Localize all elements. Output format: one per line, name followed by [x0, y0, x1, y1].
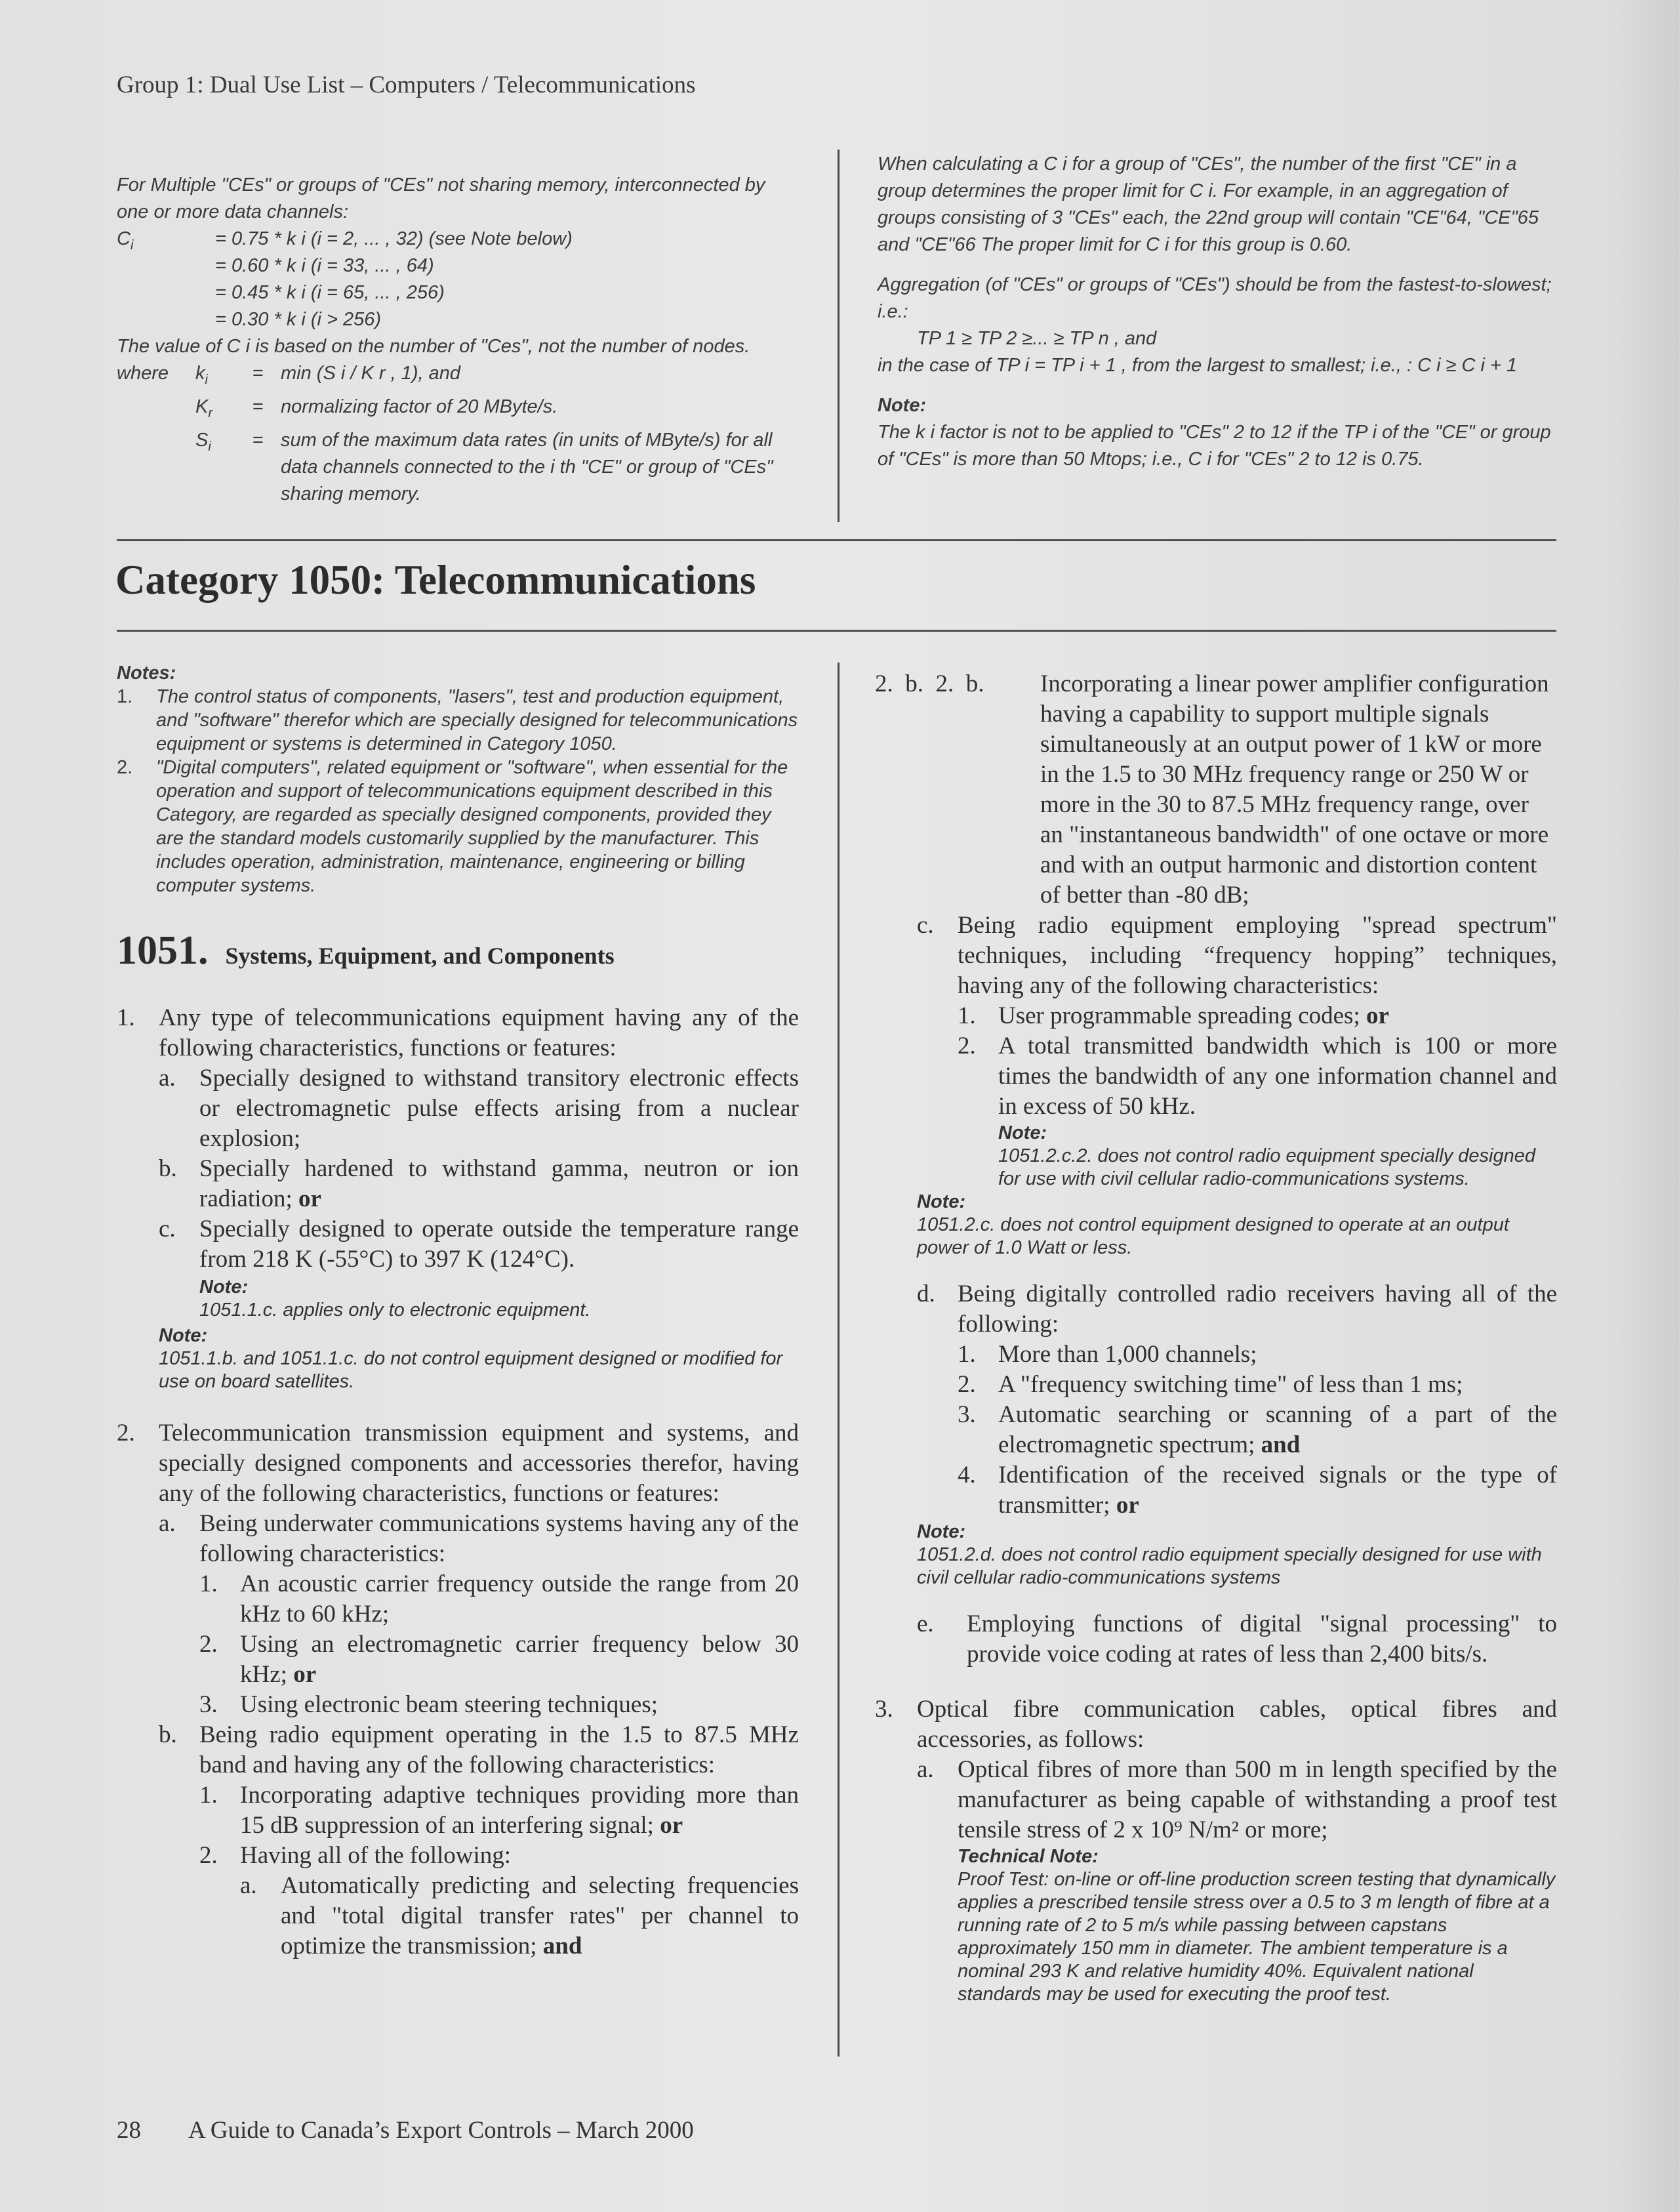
list-item: 3. Automatic searching or scanning of a part of the electromagnetic spectrum; and — [958, 1401, 1557, 1458]
list-item: 2. Telecommunication transmission equipment and systems, and specially designed components and accessories therefor, having any of the following characteristics, functions or features: — [117, 1420, 799, 1507]
column-divider — [838, 150, 840, 522]
formula-line: = 0.30 * k i (i > 256) — [215, 309, 382, 330]
note: Note: 1051.2.c.2. does not control radio equipment specially designed for use with civil cellular radio-communications systems. — [998, 1122, 1535, 1189]
list-item: b. Specially hardened to withstand gamma, neutron or ion radiation; or — [159, 1155, 799, 1212]
note: Note: 1051.2.d. does not control radio equipment specially designed for use with civil cellular radio-communications systems — [917, 1521, 1542, 1588]
where-equals: = — [252, 363, 264, 384]
where-equals: = — [252, 396, 264, 417]
formula-line: = 0.45 * k i (i = 65, ... , 256) — [215, 282, 445, 303]
list-item: 2. Using an electromagnetic carrier frequency below 30 kHz; or — [199, 1631, 799, 1688]
section-body — [117, 1003, 799, 1961]
aggregation-formula: TP 1 ≥ TP 2 ≥... ≥ TP n , and — [917, 328, 1157, 349]
note-item: 2. "Digital computers", related equipment or "software", when essential for the operation and support of telecommunications equipment described in this Category, are regarded as specially designed components, provided they are the standard models customarily supplied by the manufacturer. This includes operation, administration, maintenance, engineering or billing computer systems. — [117, 757, 788, 896]
list-item: a. Being underwater communications systems having any of the following characteristics: — [159, 1510, 799, 1567]
aggregation-paragraph: Aggregation (of "CEs" or groups of "CEs") should be from the fastest-to-slowest; i.e.: — [878, 274, 1552, 322]
note-text: The k i factor is not to be applied to "CEs" 2 to 12 if the TP i of the "CE" or group of "CEs" is more than 50 Mtops; i.e., C i for "CEs" 2 to 12 is 0.75. — [878, 422, 1551, 470]
list-item: a. Automatically predicting and selecting frequencies and "total digital transfer rates" per channel to optimize the transmission; and — [240, 1872, 799, 1959]
list-item: 4. Identification of the received signals or the type of transmitter; or — [958, 1462, 1557, 1519]
where-symbol: $K_r$ — [195, 396, 213, 420]
list-item: d. Being digitally controlled radio receivers having all of the following: — [917, 1280, 1557, 1338]
list-item: 1. Incorporating adaptive techniques providing more than 15 dB suppression of an interfering signal; or — [199, 1782, 799, 1839]
list-item: 2. b. 2. b. Incorporating a linear power amplifier configuration having a capability to support multiple signals simultaneously at an output power of 1 kW or more in the 1.5 to 30 MHz frequency range or 250 W or more in the 30 to 87.5 MHz frequency range, over an "instantaneous bandwidth" of one octave or more and with an output harmonic and distortion content of better than -80 dB; — [875, 670, 1549, 909]
list-item: e. Employing functions of digital "signal processing" to provide voice coding at rates of less than 2,400 bits/s. — [917, 1610, 1557, 1668]
list-item: a. Specially designed to withstand transitory electronic effects or electromagnetic pulse effects arising from a nuclear explosion; — [159, 1065, 799, 1152]
formula-intro: For Multiple "CEs" or groups of "CEs" not sharing memory, interconnected by one or more data channels: — [117, 174, 765, 222]
list-item: 2. A "frequency switching time" of less than 1 ms; — [958, 1371, 1463, 1398]
list-item: 2. Having all of the following: — [199, 1842, 512, 1869]
left-column — [117, 661, 799, 1961]
category-notes — [117, 661, 799, 897]
list-item: 3. Using electronic beam steering techniques; — [199, 1691, 658, 1718]
section-title: Systems, Equipment, and Components — [225, 943, 615, 969]
note-item: 1. The control status of components, "lasers", test and production equipment, and "software" therefor which are specially designed for telecommunications equipment or systems is determined in Category 1050. — [117, 686, 798, 754]
aggregation-case: in the case of TP i = TP i + 1 , from the largest to smallest; i.e., : C i ≥ C i + 1 — [878, 355, 1518, 376]
list-item: 3. Optical fibre communication cables, optical fibres and accessories, as follows: — [875, 1696, 1557, 1753]
list-item: c. Being radio equipment employing "spread spectrum" techniques, including “frequency hopping” techniques, having any of the following characteristics: — [917, 912, 1557, 999]
formula-line: = 0.60 * k i (i = 33, ... , 64) — [215, 255, 434, 276]
where-label: where — [117, 363, 169, 384]
note: Note: 1051.1.c. applies only to electronic equipment. — [199, 1277, 591, 1321]
where-definition: normalizing factor of 20 MByte/s. — [281, 396, 558, 417]
formula-label: $C_i$ — [117, 228, 134, 253]
technical-note: Technical Note: Proof Test: on-line or off-line production screen testing that dynamically applies a prescribed tensile stress over a 0.5 to 3 m length of fibre at a running rate of 2 to 5 m/s while passing between capstans approximately 150 mm in diameter. The ambient temperature is a nominal 293 K and relative humidity 40%. Equivalent national standards may be used for executing the proof test. — [958, 1846, 1556, 2005]
category-title: Category 1050: Telecommunications — [115, 557, 756, 603]
footer-title: A Guide to Canada’s Export Controls – March 2000 — [188, 2117, 694, 2144]
column-divider — [838, 663, 840, 2057]
section-heading — [117, 928, 799, 974]
list-item: b. Being radio equipment operating in the 1.5 to 87.5 MHz band and having any of the following characteristics: — [159, 1721, 799, 1778]
right-column — [875, 669, 1557, 2006]
note: Note: 1051.2.c. does not control equipment designed to operate at an output power of 1.0 Watt or less. — [917, 1191, 1509, 1258]
where-equals: = — [252, 429, 264, 451]
list-item: 1. An acoustic carrier frequency outside the range from 20 kHz to 60 kHz; — [199, 1570, 799, 1628]
page-number: 28 — [117, 2117, 141, 2144]
list-item: 1. More than 1,000 channels; — [958, 1341, 1257, 1368]
page-footer — [117, 2116, 694, 2144]
running-head: Group 1: Dual Use List – Computers / Telecommunications — [117, 72, 696, 98]
section-number: 1051. — [117, 928, 209, 973]
list-item: a. Optical fibres of more than 500 m in length specified by the manufacturer as being capable of withstanding a proof test tensile stress of 2 x 10⁹ N/m² or more; — [917, 1756, 1557, 1843]
notes-heading: Notes: — [117, 663, 176, 684]
formula-line: = 0.75 * k i (i = 2, ... , 32) (see Note below) — [215, 228, 573, 249]
list-item: 2. A total transmitted bandwidth which is 100 or more times the bandwidth of any one information channel and in excess of 50 kHz. — [958, 1033, 1557, 1120]
formula-value-note: The value of C i is based on the number of "Ces", not the number of nodes. — [117, 336, 750, 357]
where-definition: sum of the maximum data rates (in units of MByte/s) for all data channels connected to the i th "CE" or group of "CEs" sharing memory. — [281, 429, 773, 504]
rule-top — [117, 539, 1556, 541]
note: Note: 1051.1.b. and 1051.1.c. do not control equipment designed or modified for use on board satellites. — [159, 1325, 783, 1392]
where-definition: min (S i / K r , 1), and — [281, 363, 460, 384]
where-symbol: $S_i$ — [195, 429, 211, 454]
grouping-paragraph: When calculating a C i for a group of "CEs", the number of the first "CE" in a group determines the proper limit for C i. For example, in an aggregation of groups consisting of 3 "CEs" each, the 22nd group will contain "CE"64, "CE"65 and "CE"66 The proper limit for C i for this group is 0.60. — [878, 154, 1539, 255]
formula-block-left — [117, 172, 799, 508]
rule-bottom — [117, 630, 1556, 632]
note-label: Note: — [878, 395, 927, 416]
list-item: 1. User programmable spreading codes; or — [958, 1002, 1389, 1029]
formula-block-right — [878, 151, 1560, 473]
list-item: c. Specially designed to operate outside the temperature range from 218 K (-55°C) to 397 K (124°C). — [159, 1216, 799, 1273]
list-item: 1. Any type of telecommunications equipment having any of the following characteristics, functions or features: — [117, 1004, 799, 1061]
where-symbol: $k_i$ — [195, 363, 208, 387]
